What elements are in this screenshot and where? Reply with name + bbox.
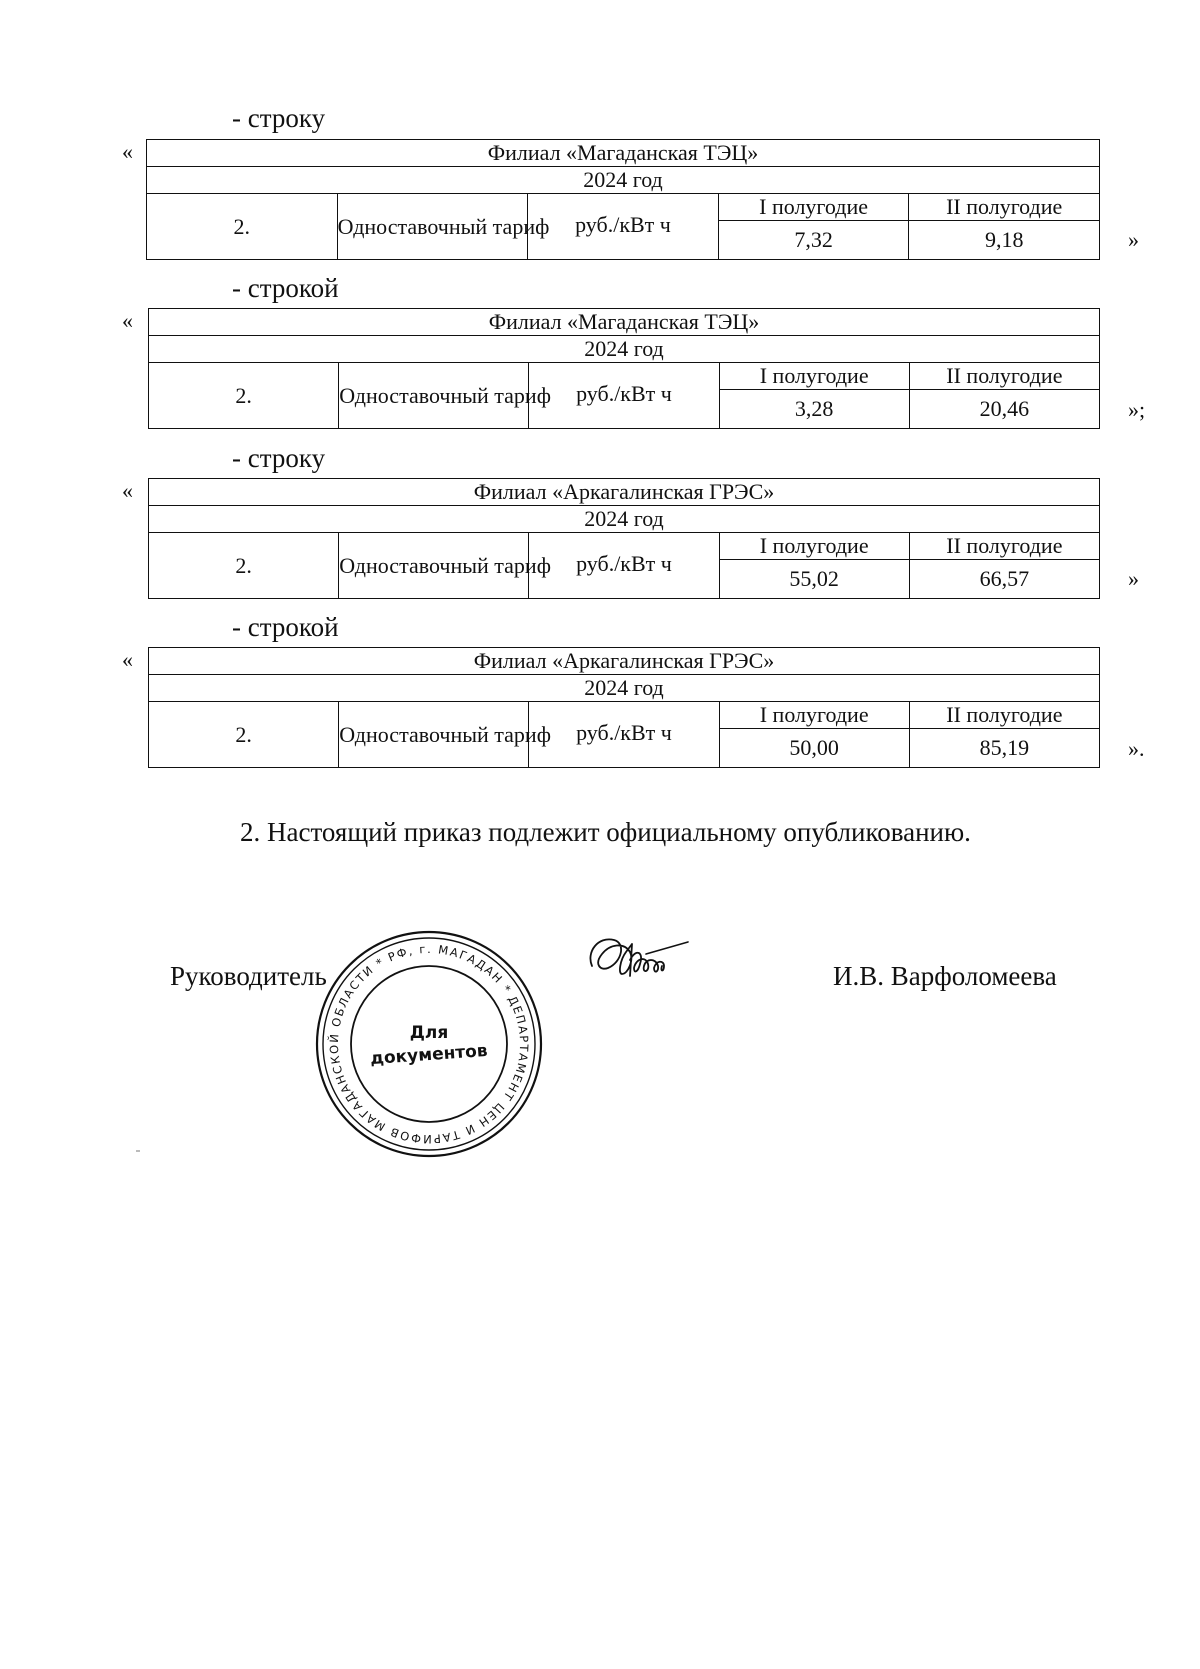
branch-name: Филиал «Магаданская ТЭЦ» <box>147 140 1100 167</box>
tariff-table-4 <box>148 647 1100 768</box>
half1-value: 3,28 <box>719 390 909 429</box>
year-cell: 2024 год <box>149 506 1100 533</box>
tariff-name: Одноставочный тариф <box>339 533 529 599</box>
half1-value: 55,02 <box>719 560 909 599</box>
row-number: 2. <box>147 194 338 260</box>
half1-value: 7,32 <box>718 221 909 260</box>
unit-label: руб./кВт ч <box>576 380 672 406</box>
tariff-table-1 <box>146 139 1100 260</box>
half1-label: I полугодие <box>719 363 909 390</box>
unit-label: руб./кВт ч <box>576 719 672 745</box>
unit-cell <box>529 363 719 429</box>
year-cell: 2024 год <box>149 336 1100 363</box>
tariff-table-2 <box>148 308 1100 429</box>
branch-name: Филиал «Аркагалинская ГРЭС» <box>149 648 1100 675</box>
signatory-position: Руководитель <box>170 961 327 991</box>
half2-value: 66,57 <box>909 560 1099 599</box>
unit-cell <box>528 194 719 260</box>
half2-label: II полугодие <box>909 533 1099 560</box>
unit-cell <box>529 533 719 599</box>
block-1-close-quote: » <box>1128 227 1139 252</box>
block-3-close-quote: » <box>1128 566 1139 591</box>
half1-value: 50,00 <box>719 729 909 768</box>
half2-label: II полугодие <box>909 702 1099 729</box>
block-2-close-quote: »; <box>1128 397 1146 422</box>
half2-label: II полугодие <box>909 363 1099 390</box>
half2-value: 20,46 <box>909 390 1099 429</box>
seal-center-line2: документов <box>369 1040 489 1070</box>
seal-ring-text: ДЕПАРТАМЕНТ ЦЕН И ТАРИФОВ МАГАДАНСКОЙ ОБЛАСТИ * РФ, г. МАГАДАН * <box>326 941 532 1147</box>
half2-label: II полугодие <box>909 194 1100 221</box>
block-3-intro: - строку <box>232 443 326 473</box>
signatory-name: И.В. Варфоломеева <box>833 961 1057 991</box>
block-1-intro: - строку <box>232 103 326 133</box>
block-3-open-quote: « <box>122 478 133 503</box>
branch-name: Филиал «Аркагалинская ГРЭС» <box>149 479 1100 506</box>
half2-value: 85,19 <box>909 729 1099 768</box>
block-4-open-quote: « <box>122 647 133 672</box>
tariff-name: Одноставочный тариф <box>339 702 529 768</box>
half1-label: I полугодие <box>719 533 909 560</box>
branch-name: Филиал «Магаданская ТЭЦ» <box>149 309 1100 336</box>
half1-label: I полугодие <box>718 194 909 221</box>
publication-clause: 2. Настоящий приказ подлежит официальному опубликованию. <box>240 817 971 847</box>
block-2-intro: - строкой <box>232 273 339 303</box>
row-number: 2. <box>149 363 339 429</box>
tariff-name: Одноставочный тариф <box>337 194 528 260</box>
seal-center-line1: Для <box>409 1023 449 1043</box>
block-2-open-quote: « <box>122 308 133 333</box>
handwritten-signature-icon <box>584 930 694 992</box>
row-number: 2. <box>149 533 339 599</box>
half2-value: 9,18 <box>909 221 1100 260</box>
row-number: 2. <box>149 702 339 768</box>
year-cell: 2024 год <box>147 167 1100 194</box>
unit-label: руб./кВт ч <box>576 550 672 576</box>
block-1-open-quote: « <box>122 139 133 164</box>
official-seal-icon <box>313 928 545 1160</box>
tariff-table-3 <box>148 478 1100 599</box>
block-4-close-quote: ». <box>1128 736 1145 761</box>
year-cell: 2024 год <box>149 675 1100 702</box>
tariff-name: Одноставочный тариф <box>339 363 529 429</box>
half1-label: I полугодие <box>719 702 909 729</box>
unit-label: руб./кВт ч <box>575 211 671 237</box>
unit-cell <box>529 702 719 768</box>
scan-speck <box>136 1150 140 1152</box>
block-4-intro: - строкой <box>232 612 339 642</box>
